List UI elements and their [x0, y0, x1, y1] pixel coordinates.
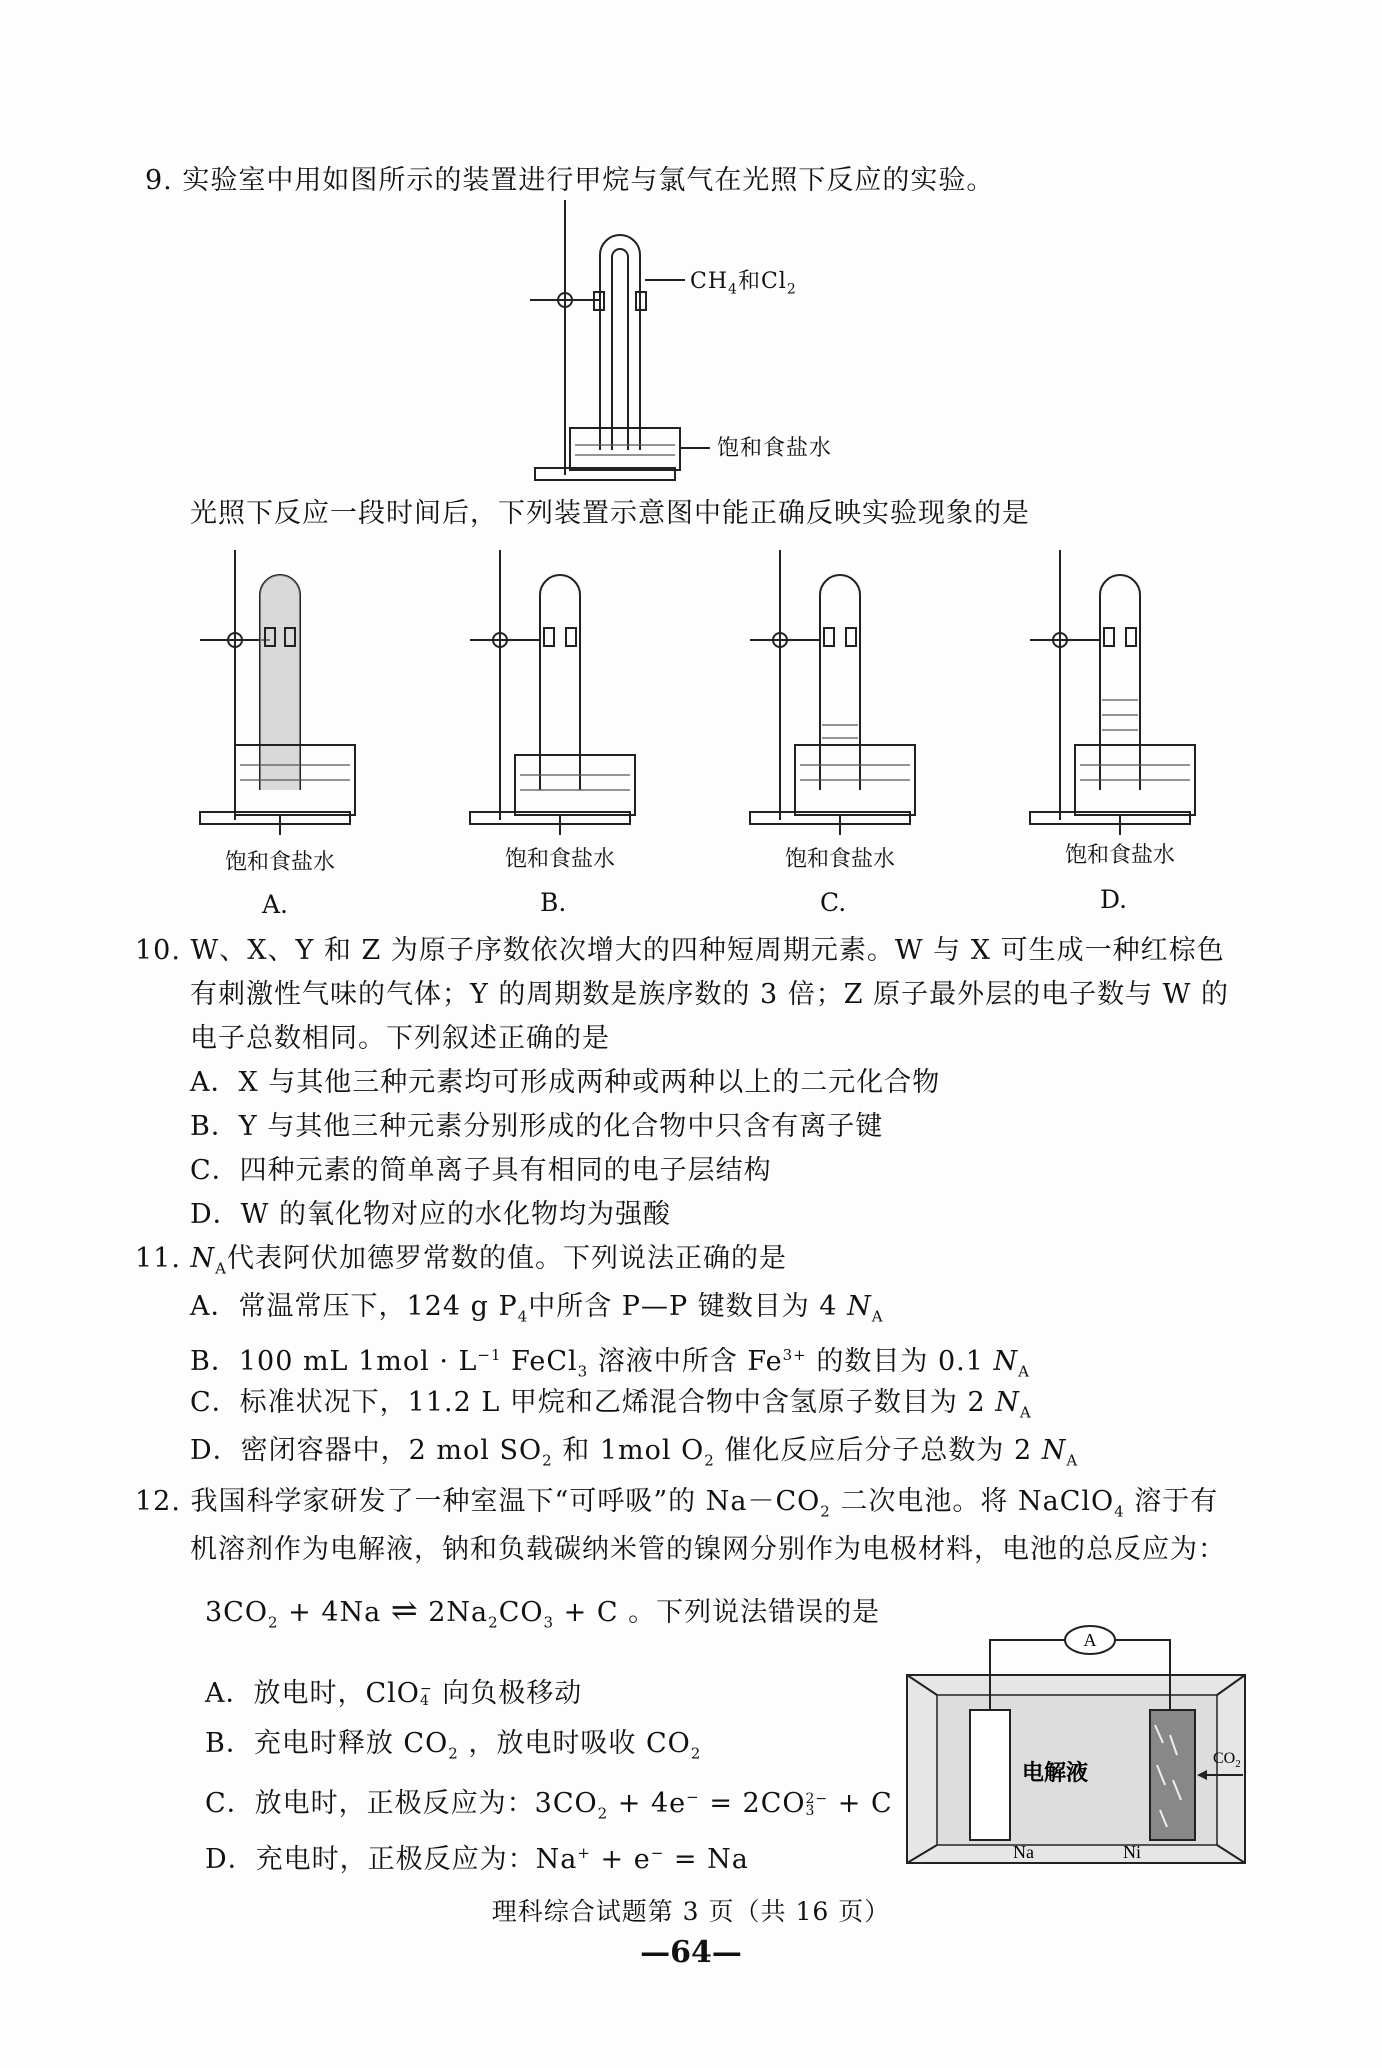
q10-stem-line-2: 有刺激性气味的气体；Y 的周期数是族序数的 3 倍；Z 原子最外层的电子数与 W 的 [190, 979, 1230, 1010]
q11-stem: 11. $N_A$代表阿伏加德罗常数的值。下列说法正确的是 [135, 1243, 788, 1278]
q11-option-d[interactable]: D．密闭容器中，2 mol $SO_2$ 和 1mol $O_2$ 催化反应后分子总数为 2 $N_A$ [190, 1435, 1079, 1470]
filled-tube [260, 575, 300, 790]
q9-number: 9. [145, 165, 173, 196]
q12-option-a[interactable]: A．放电时，ClO − 4 向负极移动 [205, 1678, 583, 1709]
q9-gas-label: $CH_4$和$Cl_2$ [690, 269, 797, 298]
q10-stem-line-1: 10. W、X、Y 和 Z 为原子序数依次增大的四种短周期元素。W 与 X 可生成一种红棕色 [135, 935, 1225, 966]
q9-option-b-label[interactable]: B. [540, 888, 567, 917]
co2-label: $CO_2$ [1213, 1750, 1241, 1770]
q9-follow-up: 光照下反应一段时间后，下列装置示意图中能正确反映实验现象的是 [190, 498, 1030, 529]
q12-option-c[interactable]: C．放电时，正极反应为：$3CO_2 + 4e^- = 2CO$ 2− 3 + C [205, 1788, 893, 1823]
q12-battery-diagram [905, 1615, 1250, 1865]
q11-option-a[interactable]: A．常温常压下，124 g $P_4$中所含 P—P 键数目为 4 $N_A$ [190, 1291, 884, 1326]
q9-option-a-figure [190, 550, 390, 840]
q10-number: 10. [135, 935, 181, 966]
trough [570, 428, 680, 470]
q10-option-d[interactable]: D．W 的氧化物对应的水化物均为强酸 [190, 1199, 671, 1230]
q10-stem-line-3: 电子总数相同。下列叙述正确的是 [190, 1023, 610, 1054]
q10-option-a[interactable]: A．X 与其他三种元素均可形成两种或两种以上的二元化合物 [190, 1067, 941, 1098]
na-label: Na [1013, 1842, 1034, 1862]
q11-option-c[interactable]: C．标准状况下，11.2 L 甲烷和乙烯混合物中含氢原子数目为 2 $N_A$ [190, 1387, 1032, 1422]
q9-option-a-caption: 饱和食盐水 [224, 850, 335, 875]
q12-stem-line-2: 机溶剂作为电解液，钠和负载碳纳米管的镍网分别作为电极材料，电池的总反应为： [190, 1534, 1226, 1565]
q12-stem-line-1: 12. 我国科学家研发了一种室温下“可呼吸”的 $Na-CO_2$ 二次电池。将 NaClO$_4$ 溶于有 [135, 1486, 1219, 1521]
q9-option-d-figure [1030, 550, 1230, 840]
q10-option-b[interactable]: B．Y 与其他三种元素分别形成的化合物中只含有离子键 [190, 1111, 884, 1142]
q10-option-c[interactable]: C．四种元素的简单离子具有相同的电子层结构 [190, 1155, 772, 1186]
footer-title: 理科综合试题第 3 页（共 16 页） [491, 1897, 891, 1926]
footer-page-number: —64— [640, 1935, 742, 1970]
q9-option-c-label[interactable]: C. [820, 888, 847, 917]
electrolyte-label: 电解液 [1021, 1761, 1089, 1786]
q12-equation: $3CO_2 + 4Na$ ⇌ $2Na_2CO_3 + C$ 。下列说法错误的是 [205, 1591, 881, 1632]
na-electrode [970, 1710, 1010, 1840]
q12-option-d[interactable]: D．充电时，正极反应为：Na+ + e− = Na [205, 1844, 749, 1875]
q9-option-d-caption: 饱和食盐水 [1064, 843, 1175, 868]
q9-option-c-figure [750, 550, 950, 840]
q9-option-d-label[interactable]: D. [1100, 885, 1128, 914]
q9-option-c-caption: 饱和食盐水 [784, 847, 895, 872]
ni-label: Ni [1123, 1842, 1141, 1862]
stand [530, 200, 675, 480]
q9-option-a-label[interactable]: A. [262, 890, 289, 919]
q9-solution-label: 饱和食盐水 [717, 436, 833, 461]
q9-option-b-figure [470, 550, 670, 840]
u-tube [594, 235, 646, 450]
q9-stem-line [145, 164, 994, 198]
q12-option-b[interactable]: B．充电时释放 $CO_2$ ，放电时吸收 $CO_2$ [205, 1728, 702, 1763]
q9-stem: 实验室中用如图所示的装置进行甲烷与氯气在光照下反应的实验。 [182, 165, 995, 196]
q9-option-b-caption: 饱和食盐水 [504, 847, 615, 872]
q11-option-b[interactable]: B．100 mL $1mol \cdot L^{-1}$ FeCl$_3$ 溶液中所含 $Fe^{3+}$ 的数目为 0.1 $N_A$ [190, 1346, 1030, 1381]
ammeter-label: A [1083, 1630, 1097, 1650]
